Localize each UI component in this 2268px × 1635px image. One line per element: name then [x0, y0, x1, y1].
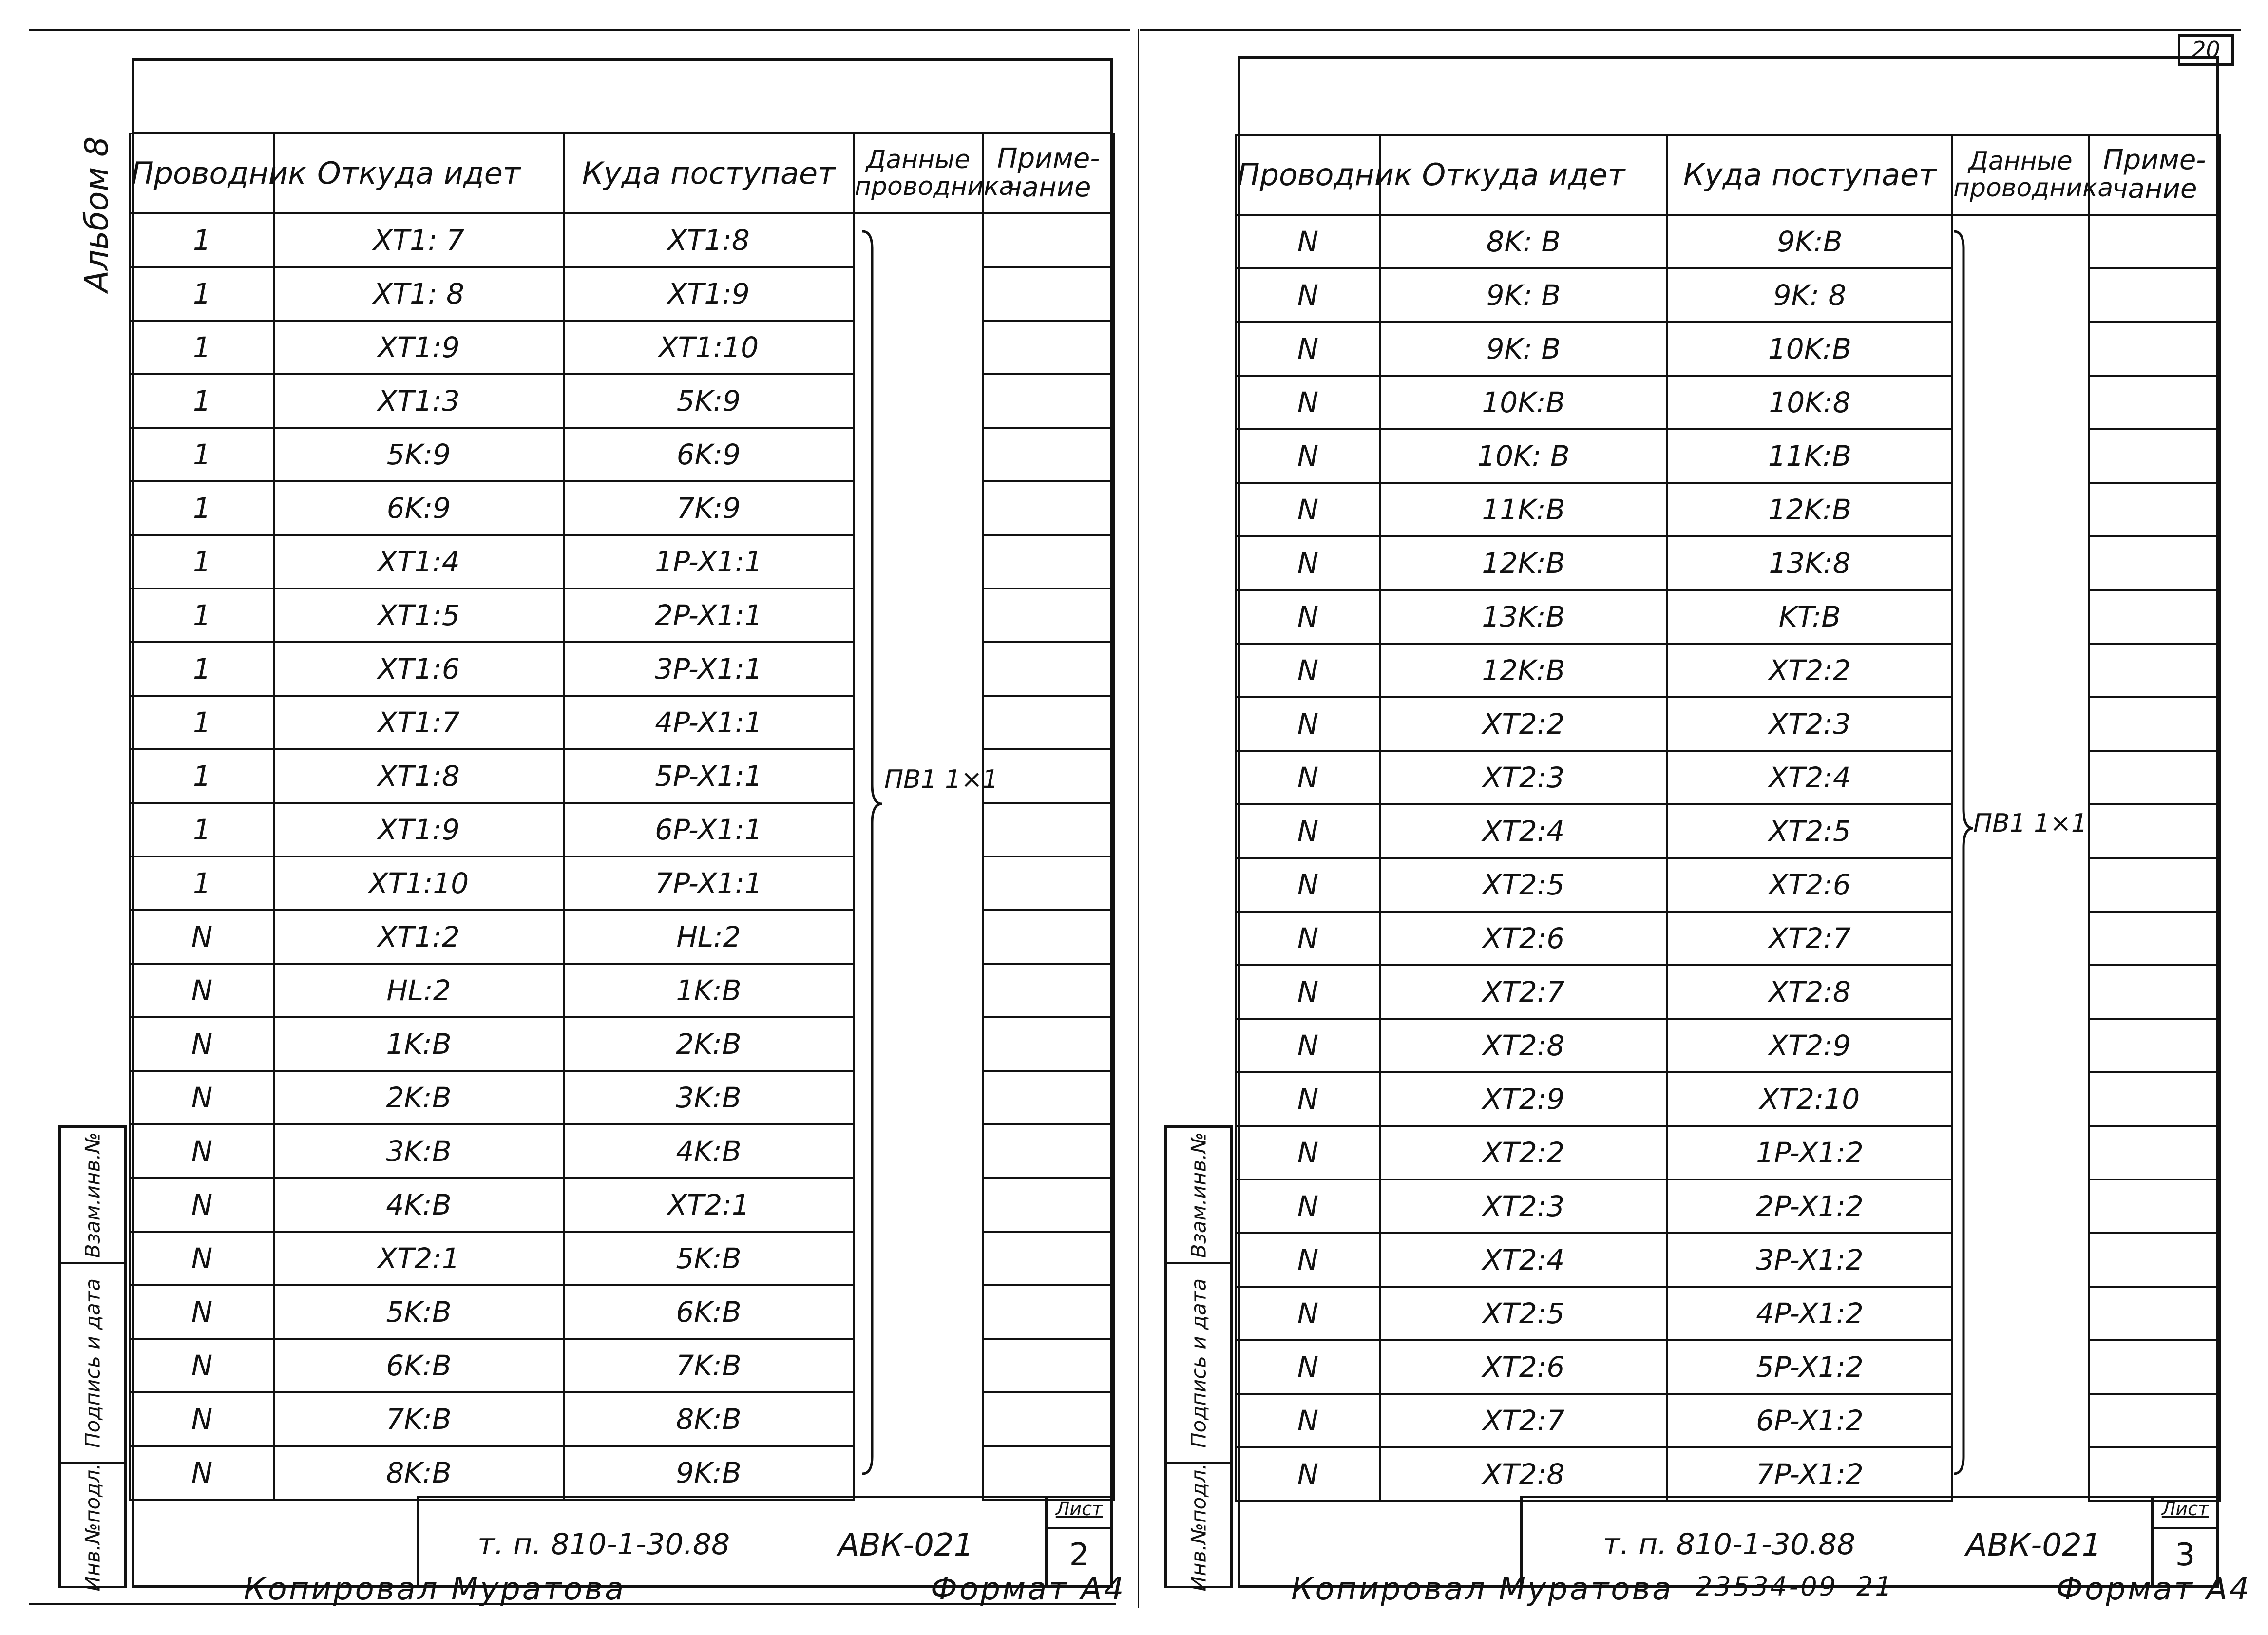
note-cell	[983, 1071, 1114, 1124]
to-cell: XT1:9	[564, 267, 854, 321]
left-sheet-top-rule	[29, 29, 1130, 31]
conductor-cell: N	[130, 1232, 274, 1285]
conductor-cell: 1	[130, 374, 274, 428]
table-row	[1236, 1179, 2220, 1233]
from-cell: 1K:B	[274, 1017, 564, 1071]
note-cell	[983, 856, 1114, 910]
conductor-cell: N	[130, 1124, 274, 1178]
conductor-cell: N	[130, 1339, 274, 1392]
note-cell	[983, 1392, 1114, 1446]
from-cell: 6K:9	[274, 481, 564, 535]
conductor-cell: 1	[130, 321, 274, 374]
conductor-cell: N	[130, 1285, 274, 1339]
side-inv-orig: Инв.№подл.	[80, 1463, 105, 1592]
sheet-divider	[1138, 29, 1139, 1608]
conductor-cell: N	[1236, 1179, 1380, 1233]
to-cell: 2K:B	[564, 1017, 854, 1071]
table-row	[130, 964, 1114, 1017]
from-cell: 10K:B	[1380, 376, 1667, 429]
to-cell: 1K:B	[564, 964, 854, 1017]
note-cell	[983, 374, 1114, 428]
from-cell: XT1:3	[274, 374, 564, 428]
to-cell: KT:B	[1667, 590, 1952, 644]
note-cell	[2089, 536, 2220, 590]
note-cell	[2089, 1447, 2220, 1501]
from-cell: 8K: B	[1380, 215, 1667, 268]
table-row	[130, 267, 1114, 321]
header-note: Приме- чание	[2089, 135, 2220, 215]
header-to: Куда поступает	[564, 133, 854, 213]
note-cell	[2089, 590, 2220, 644]
conductor-cell: N	[1236, 536, 1380, 590]
conductor-cell: 1	[130, 481, 274, 535]
note-cell	[983, 1232, 1114, 1285]
table-row	[1236, 590, 2220, 644]
note-cell	[2089, 1287, 2220, 1340]
from-cell: XT2:4	[1380, 804, 1667, 858]
note-cell	[2089, 965, 2220, 1019]
from-cell: 10K: B	[1380, 429, 1667, 483]
conductor-cell: N	[1236, 215, 1380, 268]
table-row	[1236, 1287, 2220, 1340]
side-inv-orig: Инв.№подл.	[1186, 1463, 1211, 1592]
left-footer-format: Формат А4	[931, 1571, 1126, 1607]
side-inv-replace: Взам.инв.№	[1167, 1128, 1230, 1264]
header-to: Куда поступает	[1667, 135, 1952, 215]
from-cell: XT2:9	[1380, 1072, 1667, 1126]
header-data: Данные проводника	[1952, 135, 2089, 215]
note-cell	[2089, 215, 2220, 268]
conductor-cell: N	[1236, 804, 1380, 858]
note-cell	[2089, 1179, 2220, 1233]
conductor-cell: 1	[130, 749, 274, 803]
to-cell: 5P-X1:1	[564, 749, 854, 803]
table-header-row	[1236, 135, 2220, 215]
from-cell: XT2:1	[274, 1232, 564, 1285]
right-side-stamp	[1164, 1125, 1233, 1592]
conductor-cell: N	[1236, 1233, 1380, 1287]
table-row	[1236, 1072, 2220, 1126]
from-cell: XT2:3	[1380, 1179, 1667, 1233]
table-row	[130, 374, 1114, 428]
to-cell: 6P-X1:2	[1667, 1394, 1952, 1447]
page-number: 20	[2178, 34, 2234, 66]
from-cell: XT2:6	[1380, 912, 1667, 965]
conductor-cell: 1	[130, 267, 274, 321]
table-row	[1236, 1019, 2220, 1072]
left-sheet-label: Лист	[1048, 1498, 1111, 1529]
from-cell: 5K:B	[274, 1285, 564, 1339]
to-cell: 10K:8	[1667, 376, 1952, 429]
table-header-row	[130, 133, 1114, 213]
conductor-cell: 1	[130, 696, 274, 749]
from-cell: XT1:7	[274, 696, 564, 749]
to-cell: XT2:9	[1667, 1019, 1952, 1072]
note-cell	[983, 1178, 1114, 1232]
conductor-cell: N	[1236, 751, 1380, 804]
conductor-cell: 1	[130, 642, 274, 696]
note-cell	[983, 1017, 1114, 1071]
to-cell: 5K:B	[564, 1232, 854, 1285]
table-row	[130, 1285, 1114, 1339]
to-cell: 12K:B	[1667, 483, 1952, 536]
conductor-cell: N	[130, 964, 274, 1017]
to-cell: 9K:B	[1667, 215, 1952, 268]
right-footer-number: 23534-09	[1696, 1571, 1838, 1602]
right-footer-number-2: 21	[1856, 1571, 1894, 1602]
conductor-cell: 1	[130, 589, 274, 642]
from-cell: XT1:10	[274, 856, 564, 910]
to-cell: 5K:9	[564, 374, 854, 428]
table-row	[1236, 268, 2220, 322]
header-conductor: Проводник	[130, 133, 274, 213]
conductor-cell: N	[130, 1392, 274, 1446]
to-cell: XT1:10	[564, 321, 854, 374]
from-cell: 12K:B	[1380, 644, 1667, 697]
conductor-cell: N	[1236, 1287, 1380, 1340]
note-cell	[983, 749, 1114, 803]
table-row	[1236, 1394, 2220, 1447]
header-from: Откуда идет	[1380, 135, 1667, 215]
note-cell	[983, 1285, 1114, 1339]
right-conductor-data: ПВ1 1×1	[1973, 809, 2088, 838]
note-cell	[2089, 429, 2220, 483]
side-signature: Подпись и дата	[1167, 1264, 1230, 1464]
to-cell: 3P-X1:1	[564, 642, 854, 696]
note-cell	[2089, 1233, 2220, 1287]
to-cell: 1P-X1:2	[1667, 1126, 1952, 1179]
to-cell: XT2:3	[1667, 697, 1952, 751]
header-data: Данные проводника	[854, 133, 983, 213]
to-cell: XT1:8	[564, 213, 854, 267]
from-cell: XT2:6	[1380, 1340, 1667, 1394]
header-note: Приме- чание	[983, 133, 1114, 213]
table-row	[1236, 965, 2220, 1019]
side-signature: Подпись и дата	[61, 1264, 124, 1464]
table-row	[1236, 697, 2220, 751]
from-cell: 6K:B	[274, 1339, 564, 1392]
note-cell	[2089, 912, 2220, 965]
left-doc-code: АВК-021	[838, 1527, 974, 1563]
table-row	[1236, 376, 2220, 429]
note-cell	[983, 803, 1114, 856]
table-row	[1236, 912, 2220, 965]
table-row	[130, 1178, 1114, 1232]
from-cell: XT2:4	[1380, 1233, 1667, 1287]
table-row	[130, 481, 1114, 535]
to-cell: 11K:B	[1667, 429, 1952, 483]
conductor-cell: N	[1236, 697, 1380, 751]
conductor-cell: N	[1236, 376, 1380, 429]
to-cell: XT2:5	[1667, 804, 1952, 858]
album-label: Альбом 8	[78, 136, 115, 292]
note-cell	[983, 535, 1114, 589]
to-cell: 6K:B	[564, 1285, 854, 1339]
from-cell: XT2:5	[1380, 1287, 1667, 1340]
table-row	[130, 696, 1114, 749]
from-cell: XT2:8	[1380, 1447, 1667, 1501]
from-cell: 2K:B	[274, 1071, 564, 1124]
to-cell: 4P-X1:2	[1667, 1287, 1952, 1340]
conductor-cell: N	[130, 910, 274, 964]
right-sheet-label: Лист	[2154, 1498, 2217, 1529]
left-side-stamp	[58, 1125, 127, 1592]
table-row	[1236, 1126, 2220, 1179]
to-cell: 7P-X1:1	[564, 856, 854, 910]
note-cell	[2089, 322, 2220, 376]
from-cell: XT1:5	[274, 589, 564, 642]
conductor-cell: 1	[130, 535, 274, 589]
conductor-cell: N	[1236, 858, 1380, 912]
table-row	[1236, 215, 2220, 268]
to-cell: 9K:B	[564, 1446, 854, 1500]
to-cell: 2P-X1:1	[564, 589, 854, 642]
conductor-cell: N	[1236, 1447, 1380, 1501]
table-row	[130, 321, 1114, 374]
to-cell: 9K: 8	[1667, 268, 1952, 322]
right-brace	[1949, 229, 1978, 1476]
table-row	[130, 589, 1114, 642]
right-sheet-number: 3	[2175, 1537, 2195, 1573]
conductor-cell: N	[1236, 322, 1380, 376]
note-cell	[983, 1124, 1114, 1178]
note-cell	[2089, 751, 2220, 804]
to-cell: XT2:1	[564, 1178, 854, 1232]
to-cell: 3P-X1:2	[1667, 1233, 1952, 1287]
to-cell: 6K:9	[564, 428, 854, 481]
from-cell: 5K:9	[274, 428, 564, 481]
from-cell: 12K:B	[1380, 536, 1667, 590]
table-row	[1236, 429, 2220, 483]
conductor-cell: N	[1236, 268, 1380, 322]
table-row	[130, 856, 1114, 910]
from-cell: XT1:9	[274, 803, 564, 856]
to-cell: 3K:B	[564, 1071, 854, 1124]
note-cell	[983, 910, 1114, 964]
conductor-cell: N	[1236, 1394, 1380, 1447]
table-row	[1236, 858, 2220, 912]
note-cell	[2089, 376, 2220, 429]
header-from: Откуда идет	[274, 133, 564, 213]
from-cell: XT2:7	[1380, 1394, 1667, 1447]
table-row	[1236, 536, 2220, 590]
to-cell: 13K:8	[1667, 536, 1952, 590]
conductor-cell: N	[1236, 1340, 1380, 1394]
from-cell: XT2:7	[1380, 965, 1667, 1019]
note-cell	[983, 321, 1114, 374]
right-doc-ref: т. п. 810-1-30.88	[1603, 1527, 1856, 1561]
conductor-cell: N	[1236, 1072, 1380, 1126]
note-cell	[2089, 1340, 2220, 1394]
right-sheet-top-rule	[1140, 29, 2241, 31]
from-cell: XT1:6	[274, 642, 564, 696]
right-footer-format: Формат А4	[2056, 1571, 2251, 1607]
from-cell: XT1:8	[274, 749, 564, 803]
from-cell: 11K:B	[1380, 483, 1667, 536]
from-cell: 4K:B	[274, 1178, 564, 1232]
note-cell	[2089, 1126, 2220, 1179]
table-row	[1236, 1233, 2220, 1287]
left-conductor-data: ПВ1 1×1	[884, 765, 999, 794]
to-cell: XT2:10	[1667, 1072, 1952, 1126]
note-cell	[2089, 1072, 2220, 1126]
conductor-cell: 1	[130, 213, 274, 267]
table-row	[130, 1124, 1114, 1178]
from-cell: XT1:2	[274, 910, 564, 964]
to-cell: XT2:8	[1667, 965, 1952, 1019]
conductor-cell: N	[1236, 1126, 1380, 1179]
right-footer-copied: Копировал Муратова	[1291, 1571, 1674, 1607]
table-row	[130, 1232, 1114, 1285]
table-row	[130, 1339, 1114, 1392]
to-cell: 1P-X1:1	[564, 535, 854, 589]
conductor-cell: N	[1236, 483, 1380, 536]
conductor-cell: N	[1236, 590, 1380, 644]
to-cell: 7K:9	[564, 481, 854, 535]
note-cell	[983, 1339, 1114, 1392]
conductor-cell: 1	[130, 803, 274, 856]
from-cell: XT2:2	[1380, 1126, 1667, 1179]
right-doc-code: АВК-021	[1966, 1527, 2102, 1563]
left-sheet-number: 2	[1069, 1537, 1089, 1573]
table-row	[130, 1446, 1114, 1500]
note-cell	[983, 1446, 1114, 1500]
table-row	[130, 1017, 1114, 1071]
table-row	[130, 535, 1114, 589]
to-cell: XT2:4	[1667, 751, 1952, 804]
table-row	[1236, 644, 2220, 697]
note-cell	[2089, 804, 2220, 858]
table-row	[1236, 483, 2220, 536]
right-top-band	[1238, 56, 2219, 136]
to-cell: 8K:B	[564, 1392, 854, 1446]
note-cell	[983, 213, 1114, 267]
to-cell: HL:2	[564, 910, 854, 964]
conductor-cell: 1	[130, 428, 274, 481]
note-cell	[2089, 268, 2220, 322]
to-cell: 2P-X1:2	[1667, 1179, 1952, 1233]
conductor-cell: N	[130, 1071, 274, 1124]
header-conductor: Проводник	[1236, 135, 1380, 215]
to-cell: 5P-X1:2	[1667, 1340, 1952, 1394]
note-cell	[2089, 697, 2220, 751]
from-cell: 7K:B	[274, 1392, 564, 1446]
to-cell: XT2:7	[1667, 912, 1952, 965]
table-row	[1236, 751, 2220, 804]
to-cell: 7P-X1:2	[1667, 1447, 1952, 1501]
table-row	[130, 1392, 1114, 1446]
note-cell	[983, 481, 1114, 535]
from-cell: XT2:8	[1380, 1019, 1667, 1072]
note-cell	[2089, 858, 2220, 912]
note-cell	[2089, 644, 2220, 697]
note-cell	[983, 964, 1114, 1017]
table-row	[1236, 322, 2220, 376]
note-cell	[2089, 1394, 2220, 1447]
left-top-band	[132, 58, 1113, 134]
table-row	[130, 910, 1114, 964]
left-brace	[858, 229, 887, 1476]
note-cell	[983, 589, 1114, 642]
conductor-cell: N	[1236, 912, 1380, 965]
table-row	[130, 428, 1114, 481]
side-inv-replace: Взам.инв.№	[61, 1128, 124, 1264]
table-row	[130, 803, 1114, 856]
from-cell: 9K: B	[1380, 268, 1667, 322]
from-cell: 3K:B	[274, 1124, 564, 1178]
from-cell: XT2:2	[1380, 697, 1667, 751]
left-doc-ref: т. п. 810-1-30.88	[477, 1527, 730, 1561]
table-row	[1236, 1447, 2220, 1501]
to-cell: 7K:B	[564, 1339, 854, 1392]
from-cell: XT1:4	[274, 535, 564, 589]
left-footer-copied: Копировал Муратова	[244, 1571, 626, 1607]
conductor-cell: N	[130, 1446, 274, 1500]
from-cell: 8K:B	[274, 1446, 564, 1500]
left-wiring-table	[129, 133, 1115, 1501]
conductor-cell: N	[1236, 965, 1380, 1019]
conductor-cell: N	[130, 1178, 274, 1232]
conductor-cell: 1	[130, 856, 274, 910]
conductor-cell: N	[130, 1017, 274, 1071]
from-cell: XT1: 8	[274, 267, 564, 321]
table-row	[130, 642, 1114, 696]
note-cell	[2089, 1019, 2220, 1072]
from-cell: XT2:5	[1380, 858, 1667, 912]
note-cell	[983, 428, 1114, 481]
table-row	[130, 213, 1114, 267]
table-row	[1236, 1340, 2220, 1394]
from-cell: HL:2	[274, 964, 564, 1017]
to-cell: 4P-X1:1	[564, 696, 854, 749]
from-cell: 9K: B	[1380, 322, 1667, 376]
from-cell: 13K:B	[1380, 590, 1667, 644]
conductor-cell: N	[1236, 644, 1380, 697]
note-cell	[983, 267, 1114, 321]
table-row	[130, 1071, 1114, 1124]
from-cell: XT2:3	[1380, 751, 1667, 804]
conductor-cell: N	[1236, 1019, 1380, 1072]
conductor-cell: N	[1236, 429, 1380, 483]
from-cell: XT1: 7	[274, 213, 564, 267]
note-cell	[983, 642, 1114, 696]
note-cell	[983, 696, 1114, 749]
to-cell: XT2:2	[1667, 644, 1952, 697]
to-cell: 10K:B	[1667, 322, 1952, 376]
from-cell: XT1:9	[274, 321, 564, 374]
note-cell	[2089, 483, 2220, 536]
to-cell: 6P-X1:1	[564, 803, 854, 856]
to-cell: XT2:6	[1667, 858, 1952, 912]
to-cell: 4K:B	[564, 1124, 854, 1178]
